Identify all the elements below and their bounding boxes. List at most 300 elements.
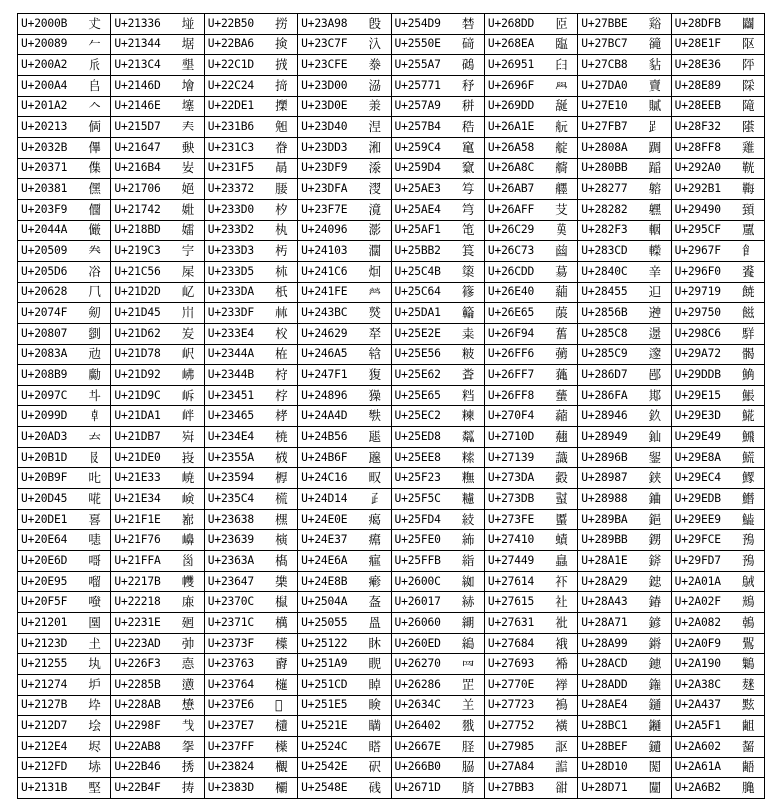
code-point-label: U+259D4 bbox=[394, 161, 441, 175]
character-glyph: 𩜙 bbox=[742, 284, 755, 300]
code-cell bbox=[484, 158, 577, 179]
code-point-label: U+2A6B2 bbox=[674, 781, 721, 795]
character-glyph: 𦥯 bbox=[555, 77, 568, 93]
code-point-label: U+28988 bbox=[581, 491, 628, 505]
code-point-label: U+23D0E bbox=[301, 99, 348, 113]
table-row bbox=[18, 365, 765, 386]
code-cell bbox=[391, 530, 484, 551]
character-glyph: 𦨞 bbox=[555, 119, 568, 135]
code-cell bbox=[671, 117, 764, 138]
character-glyph: 𡋗 bbox=[88, 718, 101, 734]
character-glyph: 𠥼 bbox=[88, 387, 101, 403]
code-point-label: U+26286 bbox=[394, 677, 441, 691]
character-glyph: 𡵸 bbox=[181, 346, 195, 362]
character-glyph: 𤇆 bbox=[368, 263, 382, 279]
code-cell bbox=[204, 427, 297, 448]
code-cell bbox=[578, 55, 671, 76]
character-glyph: 𡵢 bbox=[181, 325, 195, 341]
code-cell bbox=[111, 592, 204, 613]
character-glyph: 𧚓 bbox=[555, 656, 568, 672]
code-cell bbox=[111, 551, 204, 572]
character-glyph: 𥓙 bbox=[461, 15, 475, 31]
character-glyph: 𩙿 bbox=[742, 243, 755, 259]
code-cell bbox=[671, 778, 764, 799]
code-point-label: U+25ED8 bbox=[394, 429, 441, 443]
table-row bbox=[18, 282, 765, 303]
code-cell bbox=[578, 613, 671, 634]
code-point-label: U+21647 bbox=[114, 140, 161, 154]
code-cell bbox=[578, 427, 671, 448]
character-glyph: 𠠇 bbox=[88, 325, 101, 341]
code-point-label: U+25E56 bbox=[394, 347, 441, 361]
character-glyph: 𥔎 bbox=[461, 36, 475, 52]
code-point-label: U+24096 bbox=[301, 223, 348, 237]
code-point-label: U+25771 bbox=[394, 78, 441, 92]
character-glyph: 𪀚 bbox=[742, 573, 755, 589]
character-glyph: 𤢖 bbox=[368, 387, 382, 403]
code-cell bbox=[484, 571, 577, 592]
code-cell bbox=[391, 695, 484, 716]
table-row bbox=[18, 468, 765, 489]
code-point-label: U+22DE1 bbox=[207, 99, 254, 113]
code-cell bbox=[111, 96, 204, 117]
code-cell bbox=[298, 199, 391, 220]
code-cell bbox=[671, 633, 764, 654]
character-glyph: 𥿠 bbox=[461, 532, 475, 548]
code-point-label: U+216B4 bbox=[114, 161, 161, 175]
code-cell bbox=[111, 323, 204, 344]
code-point-label: U+203F9 bbox=[21, 202, 68, 216]
code-cell bbox=[578, 344, 671, 365]
code-cell bbox=[484, 447, 577, 468]
code-cell bbox=[111, 241, 204, 262]
code-point-label: U+26402 bbox=[394, 719, 441, 733]
character-glyph: 𦹀 bbox=[555, 284, 568, 300]
code-point-label: U+286FA bbox=[581, 388, 628, 402]
character-glyph: 𤎼 bbox=[368, 305, 382, 321]
character-glyph: 𥐮 bbox=[368, 759, 382, 775]
character-glyph: 𡗗 bbox=[181, 119, 195, 135]
code-cell bbox=[111, 385, 204, 406]
code-point-label: U+257B4 bbox=[394, 120, 441, 134]
code-cell bbox=[18, 778, 111, 799]
character-glyph: 𧯇 bbox=[648, 36, 662, 52]
character-glyph: 𩹉 bbox=[742, 428, 755, 444]
code-point-label: U+25FE0 bbox=[394, 533, 441, 547]
code-point-label: U+233D3 bbox=[207, 244, 254, 258]
code-cell bbox=[18, 633, 111, 654]
character-glyph: 𥧔 bbox=[461, 160, 475, 176]
table-row bbox=[18, 96, 765, 117]
code-point-label: U+25AE3 bbox=[394, 182, 441, 196]
character-glyph: 𠂢 bbox=[88, 57, 101, 73]
character-glyph: 𨦺 bbox=[648, 511, 662, 527]
code-point-label: U+29EE9 bbox=[674, 512, 721, 526]
code-point-label: U+2524C bbox=[301, 739, 348, 753]
code-point-label: U+2355A bbox=[207, 450, 254, 464]
table-row bbox=[18, 592, 765, 613]
code-point-label: U+28E36 bbox=[674, 58, 721, 72]
code-cell bbox=[298, 675, 391, 696]
code-point-label: U+243BC bbox=[301, 306, 348, 320]
character-glyph: 𠈓 bbox=[88, 119, 101, 135]
character-glyph: 𧾷 bbox=[648, 119, 662, 135]
code-cell bbox=[111, 117, 204, 138]
code-point-label: U+24E8B bbox=[301, 574, 348, 588]
character-glyph: 𡿺 bbox=[181, 552, 195, 568]
code-cell bbox=[484, 137, 577, 158]
code-cell bbox=[671, 427, 764, 448]
character-glyph: 𧄹 bbox=[555, 449, 568, 465]
code-cell bbox=[578, 199, 671, 220]
code-cell bbox=[484, 427, 577, 448]
code-cell bbox=[18, 241, 111, 262]
code-cell bbox=[111, 530, 204, 551]
character-glyph: 𧏾 bbox=[555, 511, 568, 527]
code-point-label: U+2542E bbox=[301, 760, 348, 774]
code-point-label: U+27684 bbox=[487, 636, 535, 650]
code-point-label: U+28EEB bbox=[674, 99, 721, 113]
character-glyph: 𥮲 bbox=[461, 243, 475, 259]
code-point-label: U+20628 bbox=[21, 285, 68, 299]
character-glyph: 𩸽 bbox=[742, 408, 755, 424]
character-glyph: 𠮟 bbox=[88, 470, 101, 486]
code-cell bbox=[578, 757, 671, 778]
code-point-label: U+20509 bbox=[21, 244, 68, 258]
character-glyph: 𩷛 bbox=[742, 366, 755, 382]
character-glyph: 𡙇 bbox=[181, 139, 195, 155]
code-cell bbox=[111, 778, 204, 799]
character-glyph: 𦳝 bbox=[555, 263, 568, 279]
character-glyph: 𢰝 bbox=[275, 57, 288, 73]
character-glyph: 𧮳 bbox=[555, 780, 568, 796]
code-point-label: U+29EDB bbox=[674, 491, 721, 505]
character-glyph: 𡌶 bbox=[181, 15, 195, 31]
character-glyph: 𦊆 bbox=[461, 676, 475, 692]
character-glyph: 𥱤 bbox=[461, 284, 475, 300]
code-point-label: U+25F5C bbox=[394, 491, 441, 505]
code-point-label: U+21DE0 bbox=[114, 450, 161, 464]
code-point-label: U+28DFB bbox=[674, 16, 721, 30]
code-cell bbox=[671, 675, 764, 696]
character-glyph: 𡱖 bbox=[181, 263, 195, 279]
code-cell bbox=[391, 716, 484, 737]
code-point-label: U+25122 bbox=[301, 636, 348, 650]
code-cell bbox=[671, 509, 764, 530]
table-row bbox=[18, 489, 765, 510]
code-point-label: U+25DA1 bbox=[394, 306, 441, 320]
code-cell bbox=[391, 633, 484, 654]
character-glyph: 𦱳 bbox=[555, 243, 568, 259]
code-point-label: U+268EA bbox=[487, 37, 535, 51]
code-point-label: U+205D6 bbox=[21, 264, 68, 278]
code-cell bbox=[671, 385, 764, 406]
code-point-label: U+25EC2 bbox=[394, 409, 441, 423]
code-cell bbox=[578, 447, 671, 468]
code-point-label: U+212D7 bbox=[21, 719, 68, 733]
character-glyph: 𪎌 bbox=[742, 676, 755, 692]
code-cell bbox=[391, 592, 484, 613]
code-cell bbox=[484, 220, 577, 241]
code-cell bbox=[578, 736, 671, 757]
code-cell bbox=[204, 199, 297, 220]
character-glyph: 𨨩 bbox=[648, 573, 662, 589]
code-cell bbox=[298, 179, 391, 200]
code-cell bbox=[204, 695, 297, 716]
code-point-label: U+21D78 bbox=[114, 347, 161, 361]
code-point-label: U+23372 bbox=[207, 182, 254, 196]
table-row bbox=[18, 551, 765, 572]
character-glyph: 𣝤 bbox=[275, 676, 288, 692]
code-point-label: U+23C7F bbox=[301, 37, 348, 51]
code-cell bbox=[391, 509, 484, 530]
character-glyph: 𩣆 bbox=[742, 325, 755, 341]
code-point-label: U+25E65 bbox=[394, 388, 441, 402]
character-glyph: 𡈽 bbox=[88, 635, 101, 651]
character-glyph: 𣏒 bbox=[275, 222, 288, 238]
character-glyph: 𨿸 bbox=[742, 139, 755, 155]
table-row bbox=[18, 55, 765, 76]
code-point-label: U+28282 bbox=[581, 202, 628, 216]
code-cell bbox=[484, 303, 577, 324]
code-point-label: U+2099D bbox=[21, 409, 68, 423]
code-point-label: U+212E4 bbox=[21, 739, 68, 753]
character-glyph: 𨛺 bbox=[648, 387, 662, 403]
code-point-label: U+21DB7 bbox=[114, 429, 161, 443]
character-glyph: 𣪘 bbox=[368, 15, 382, 31]
code-point-label: U+26FF7 bbox=[487, 367, 535, 381]
code-cell bbox=[204, 96, 297, 117]
code-point-label: U+20381 bbox=[21, 182, 68, 196]
character-glyph: 𡜆 bbox=[181, 181, 195, 197]
character-glyph: 𣜿 bbox=[275, 635, 288, 651]
code-cell bbox=[298, 736, 391, 757]
code-point-label: U+29DDB bbox=[674, 367, 721, 381]
character-glyph: 𠆢 bbox=[88, 98, 101, 114]
character-glyph: 𠂉 bbox=[88, 36, 101, 52]
code-cell bbox=[111, 447, 204, 468]
character-glyph: 𧸐 bbox=[648, 98, 662, 114]
character-glyph: 𣠤 bbox=[275, 759, 288, 775]
code-cell bbox=[671, 654, 764, 675]
code-cell bbox=[578, 778, 671, 799]
code-point-label: U+20E95 bbox=[21, 574, 68, 588]
character-glyph: 𡏄 bbox=[181, 57, 195, 73]
code-cell bbox=[578, 406, 671, 427]
code-point-label: U+25E62 bbox=[394, 367, 441, 381]
code-cell bbox=[111, 695, 204, 716]
code-point-label: U+289BA bbox=[581, 512, 628, 526]
character-glyph: 𦙾 bbox=[461, 738, 475, 754]
code-cell bbox=[484, 489, 577, 510]
character-glyph: 𥹖 bbox=[461, 346, 475, 362]
code-cell bbox=[671, 303, 764, 324]
code-point-label: U+20213 bbox=[21, 120, 68, 134]
code-point-label: U+2373F bbox=[207, 636, 254, 650]
character-glyph: 𧄍 bbox=[555, 428, 568, 444]
character-glyph: 𧘱 bbox=[555, 614, 568, 630]
code-cell bbox=[578, 695, 671, 716]
code-point-label: U+2710D bbox=[487, 429, 535, 443]
character-glyph: 𢌞 bbox=[181, 614, 195, 630]
code-point-label: U+2127B bbox=[21, 698, 68, 712]
code-cell bbox=[18, 654, 111, 675]
code-cell bbox=[111, 75, 204, 96]
character-glyph: 𨂊 bbox=[648, 139, 662, 155]
code-cell bbox=[391, 34, 484, 55]
character-glyph: 𦩘 bbox=[555, 139, 568, 155]
character-glyph: 𧝒 bbox=[555, 718, 568, 734]
code-point-label: U+28A99 bbox=[581, 636, 628, 650]
code-point-label: U+2097C bbox=[21, 388, 68, 402]
character-glyph: 𨂻 bbox=[648, 160, 662, 176]
code-point-label: U+289BB bbox=[581, 533, 628, 547]
character-glyph: 𡉴 bbox=[88, 676, 101, 692]
code-cell bbox=[484, 509, 577, 530]
table-row bbox=[18, 220, 765, 241]
character-glyph: 𡌛 bbox=[88, 780, 101, 796]
code-cell bbox=[484, 654, 577, 675]
character-glyph: 𣏚 bbox=[275, 284, 288, 300]
code-point-label: U+25055 bbox=[301, 615, 348, 629]
code-cell bbox=[671, 489, 764, 510]
code-cell bbox=[18, 14, 111, 35]
code-cell bbox=[578, 137, 671, 158]
code-point-label: U+27614 bbox=[487, 574, 535, 588]
character-glyph: 𠔉 bbox=[88, 243, 101, 259]
code-point-label: U+201A2 bbox=[21, 99, 68, 113]
character-glyph: 𠷡 bbox=[88, 511, 101, 527]
code-cell bbox=[204, 303, 297, 324]
code-point-label: U+21E33 bbox=[114, 471, 161, 485]
code-point-label: U+2146E bbox=[114, 99, 161, 113]
character-glyph: 𨫝 bbox=[648, 676, 662, 692]
code-point-label: U+270F4 bbox=[487, 409, 535, 423]
code-cell bbox=[18, 447, 111, 468]
code-cell bbox=[298, 344, 391, 365]
code-point-label: U+21DA1 bbox=[114, 409, 161, 423]
character-glyph: 𢢫 bbox=[181, 697, 195, 713]
code-point-label: U+2A61A bbox=[674, 760, 721, 774]
code-point-label: U+20F5F bbox=[21, 595, 68, 609]
character-glyph: 𣵀 bbox=[368, 119, 382, 135]
character-glyph: 𠗖 bbox=[88, 263, 101, 279]
code-point-label: U+29719 bbox=[674, 285, 721, 299]
code-point-label: U+28455 bbox=[581, 285, 628, 299]
code-point-label: U+27615 bbox=[487, 595, 535, 609]
code-cell bbox=[18, 75, 111, 96]
code-cell bbox=[671, 736, 764, 757]
code-point-label: U+26AB7 bbox=[487, 182, 535, 196]
code-point-label: U+254D9 bbox=[394, 16, 441, 30]
code-cell bbox=[204, 736, 297, 757]
code-cell bbox=[204, 778, 297, 799]
code-point-label: U+29E3D bbox=[674, 409, 721, 423]
code-point-label: U+20AD3 bbox=[21, 429, 68, 443]
code-point-label: U+2371C bbox=[207, 615, 254, 629]
character-glyph: 𢛳 bbox=[181, 656, 195, 672]
code-cell bbox=[671, 323, 764, 344]
code-point-label: U+2634C bbox=[394, 698, 441, 712]
code-point-label: U+22AB8 bbox=[114, 739, 161, 753]
character-glyph: 𨼲 bbox=[742, 119, 755, 135]
character-glyph: 𤴔 bbox=[368, 490, 382, 506]
code-cell bbox=[18, 406, 111, 427]
code-cell bbox=[298, 323, 391, 344]
code-point-label: U+26F94 bbox=[487, 326, 535, 340]
code-cell bbox=[204, 365, 297, 386]
code-cell bbox=[578, 509, 671, 530]
code-point-label: U+247F1 bbox=[301, 367, 348, 381]
code-point-label: U+251CD bbox=[301, 677, 348, 691]
code-cell bbox=[484, 757, 577, 778]
character-glyph: 𡉻 bbox=[88, 697, 101, 713]
character-glyph: 𥈞 bbox=[368, 718, 382, 734]
code-point-label: U+29A72 bbox=[674, 347, 721, 361]
code-point-label: U+23D40 bbox=[301, 120, 348, 134]
character-glyph: 𥉌 bbox=[368, 738, 382, 754]
code-cell bbox=[111, 303, 204, 324]
code-cell bbox=[111, 757, 204, 778]
code-point-label: U+2032B bbox=[21, 140, 68, 154]
code-cell bbox=[18, 179, 111, 200]
character-glyph: 𥝱 bbox=[461, 77, 475, 93]
character-glyph: 𨫤 bbox=[648, 697, 662, 713]
code-cell bbox=[18, 695, 111, 716]
code-point-label: U+215D7 bbox=[114, 120, 161, 134]
code-cell bbox=[391, 365, 484, 386]
character-glyph: 𠺕 bbox=[88, 573, 101, 589]
character-glyph: 𡶡 bbox=[181, 408, 195, 424]
code-cell bbox=[391, 571, 484, 592]
character-glyph: 𡵅 bbox=[181, 305, 195, 321]
character-glyph: 𡧃 bbox=[181, 243, 195, 259]
code-cell bbox=[391, 179, 484, 200]
code-cell bbox=[204, 633, 297, 654]
character-glyph: 𨸶 bbox=[742, 57, 755, 73]
code-point-label: U+24B56 bbox=[301, 429, 348, 443]
code-point-label: U+21D45 bbox=[114, 306, 161, 320]
code-cell bbox=[204, 509, 297, 530]
character-glyph: 𠹭 bbox=[88, 552, 101, 568]
code-cell bbox=[18, 675, 111, 696]
character-glyph: 𠏹 bbox=[88, 201, 101, 217]
character-glyph: 𣆶 bbox=[275, 119, 288, 135]
character-glyph: 𦪷 bbox=[555, 181, 568, 197]
code-cell bbox=[578, 571, 671, 592]
character-glyph: 𣏐 bbox=[275, 201, 288, 217]
code-point-label: U+27E10 bbox=[581, 99, 628, 113]
code-cell bbox=[204, 716, 297, 737]
character-glyph: 𧶠 bbox=[648, 77, 662, 93]
code-cell bbox=[18, 427, 111, 448]
table-row bbox=[18, 406, 765, 427]
code-cell bbox=[204, 75, 297, 96]
code-cell bbox=[484, 365, 577, 386]
code-cell bbox=[391, 654, 484, 675]
code-point-label: U+23CFE bbox=[301, 58, 348, 72]
code-point-label: U+257A9 bbox=[394, 99, 441, 113]
character-glyph: 𩻄 bbox=[742, 470, 755, 486]
code-cell bbox=[671, 261, 764, 282]
code-cell bbox=[298, 158, 391, 179]
character-glyph: 𡋽 bbox=[88, 759, 101, 775]
code-point-label: U+26AFF bbox=[487, 202, 535, 216]
code-cell bbox=[111, 654, 204, 675]
code-cell bbox=[578, 220, 671, 241]
code-point-label: U+200A2 bbox=[21, 58, 68, 72]
code-point-label: U+20DE1 bbox=[21, 512, 68, 526]
